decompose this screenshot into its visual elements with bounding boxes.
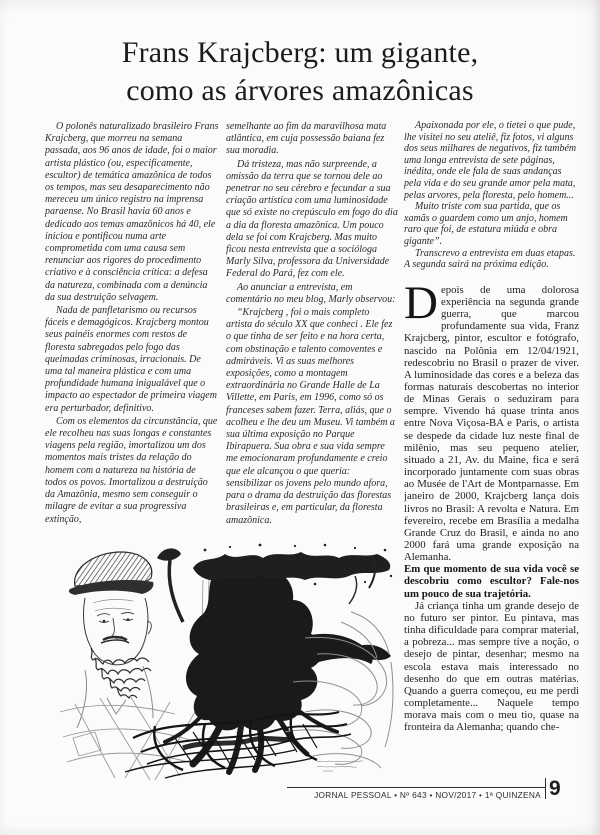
caption-scribble <box>317 761 363 771</box>
scan-edge-shadow <box>590 0 600 835</box>
paragraph: Ao anunciar a entrevista, em comentário no meu blog, Marly observou: <box>226 281 396 305</box>
page-title <box>0 34 600 110</box>
mustache <box>101 637 129 643</box>
paragraph: Transcrevo a entrevista em duas etapas. A segunda sairá na próxima edição. <box>404 247 576 271</box>
neck-collar <box>77 666 153 728</box>
krajcberg-portrait-illustration <box>55 542 400 785</box>
intro-continuation <box>404 120 579 271</box>
paragraph: Dá tristeza, mas não surpreende, a omissão da terra que se tornou dele ao penetrar no seu cérebro e fecundar a sua criação artística com uma luminosidade que só existe no crepúsculo em fogo do dia a dia da floresta amazônica. Um pouco dela se foi com Krajcberg. Mas muito ficou nesta entrevista que a socióloga Marly Silva, professora da Universidade Federal do Pará, fez com ele. <box>226 158 398 280</box>
paragraph: Com os elementos da circunstância, que ele recolheu nas suas longas e constantes viagens pela região, imortalizou um dos momentos mais tristes da relação do homem com a natureza na história de todos os povos. Imortalizou a destruição da Amazônia, mesmo sem conseguir o milagre de evitar a sua progressiva extinção, <box>45 415 218 525</box>
paragraph: O polonês naturalizado brasileiro Frans Krajcberg, que morreu na semana passada, aos 96 anos de idade, foi o maior artista plástico (ou, especificamente, escultor) de temática amazônica de todos os tempos, mas seu desaparecimento não mereceu um único registro na imprensa paraense. No Brasil havia 60 anos e dedicado aos temas amazônicos há 40, ele iniciou e pontificou numa arte comprometida com uma causa sem renunciar aos rigores do procedimento criativo e à consciência crítica: a defesa da natureza, combinada com a denúncia da sua destruição selvagem. <box>45 121 219 303</box>
footer-rule <box>287 787 545 788</box>
page-footer <box>0 777 600 811</box>
paragraph-with-dropcap <box>404 276 579 564</box>
column-3 <box>404 120 579 782</box>
face-features <box>93 599 151 638</box>
paragraph: semelhante ao fim da maravilhosa mata atlântica, em cuja possessão baiana fez sua moradia. <box>226 121 387 157</box>
journal-issue-line: JORNAL PESSOAL • Nº 643 • NOV/2017 • 1ª QUINZENA <box>314 790 541 800</box>
interview-answer: Já criança tinha um grande desejo de no futuro ser pintor. Eu pintava, mas tinha dificuldade para comprar material, a pobreza... mas sempre tive a noção, o desejo de pintar, desenhar; mesmo na escola estava mais interessado no desenho do que em outras matérias. Quando a guerra começou, eu me perdi completamente... Naquele tempo morava mais com o meu tio, quase na fronteira da Alemanha; quando che- <box>404 599 579 734</box>
page-number: 9 <box>549 777 561 800</box>
paragraph-text: epois de uma dolorosa experiência na segunda grande guerra, que marcou profundamente sua vida, Franz Krajcberg, pintor, escultor e fotógrafo, nascido na Polônia em 12/04/1921, redescobriu no Brasil o prazer de viver. A luminosidade das cores e a beleza das formas naturais descobertas no interior de Minas Gerais o seduziram para sempre. Vivendo há quase trinta anos entre Nova Viçosa-BA e Paris, o artista se despede da cidade luz neste final de milênio, mas seu pequeno atelier, situado a 21, Av. du Maine, fica e será incorporado juntamente com suas obras ao Musée de l'Art de Montparnasse. Em janeiro de 2000, Krajcberg lança dois livros no Brasil: A revolta e Natura. Em fevereiro, recebe em Brasília a medalha Grande Cruz do Brasil, e ainda no ano 2000 fará uma grande exposição na Alemanha. <box>404 283 579 564</box>
man-portrait <box>60 552 195 780</box>
drop-cap: D <box>404 276 438 329</box>
column-1 <box>45 121 219 527</box>
paragraph: “Krajcberg , foi o mais completo artista do século XX que conheci . Ele fez o que tinha de ser feito e na hora certa, com obstinação e talento comoventes e admiráveis. Vi as suas melhores exposições, como a montagem extraordinária no Grande Halle de La Villette, em Paris, em 1996, como só os franceses sabem fazer. Terra, aliás, que o acolheu e lhe deu um Museu. Vi também a sua última exposição no Parque Ibirapuera. Sua obra e sua vida sempre me emocionaram profundamente e creio que ele alcançou o que queria: sensibilizar os jovens pelo mundo afora, para o drama da destruição das florestas brasileiras e, em particular, da floresta amazônica. <box>226 307 395 526</box>
page-title-line1: Frans Krajcberg: um gigante, <box>121 36 479 69</box>
footer-tick <box>545 778 546 799</box>
paragraph: Muito triste com sua partida, que os xamãs o guardem como um anjo, homem raro que foi, de estatura miúda e obra gigante”. <box>404 201 568 247</box>
page-title-line2: como as árvores amazônicas <box>126 74 474 107</box>
interview-body <box>404 276 579 734</box>
paragraph: Nada de panfletarismo ou recursos fáceis e demagógicos. Krajcberg montou seus painéis enormes com restos de floresta sabregados pelo fogo das queimadas criminosas, irracionais. De uma tal maneira plástica e com uma profundidade humana inigualável que o impacto ao espectador de primeira viagem era perturbador, definitivo. <box>45 305 217 414</box>
beard <box>91 648 151 698</box>
interview-question: Em que momento de sua vida você se descobriu como escultor? Fale-nos um pouco de sua trajetória. <box>404 563 579 600</box>
paragraph: Apaixonada por ele, o tietei o que pude, lhe visitei no seu ateliê, fiz fotos, vi alguns dos seus milhares de negativos, fiz também uma longa entrevista de sete páginas, inédita, onde ele fala de suas andanças pela vida e do seu grande amor pela mata, pelas arvores, pela floresta, pelo homem... <box>404 120 577 201</box>
tree-top <box>157 548 181 560</box>
column-2 <box>226 121 398 528</box>
